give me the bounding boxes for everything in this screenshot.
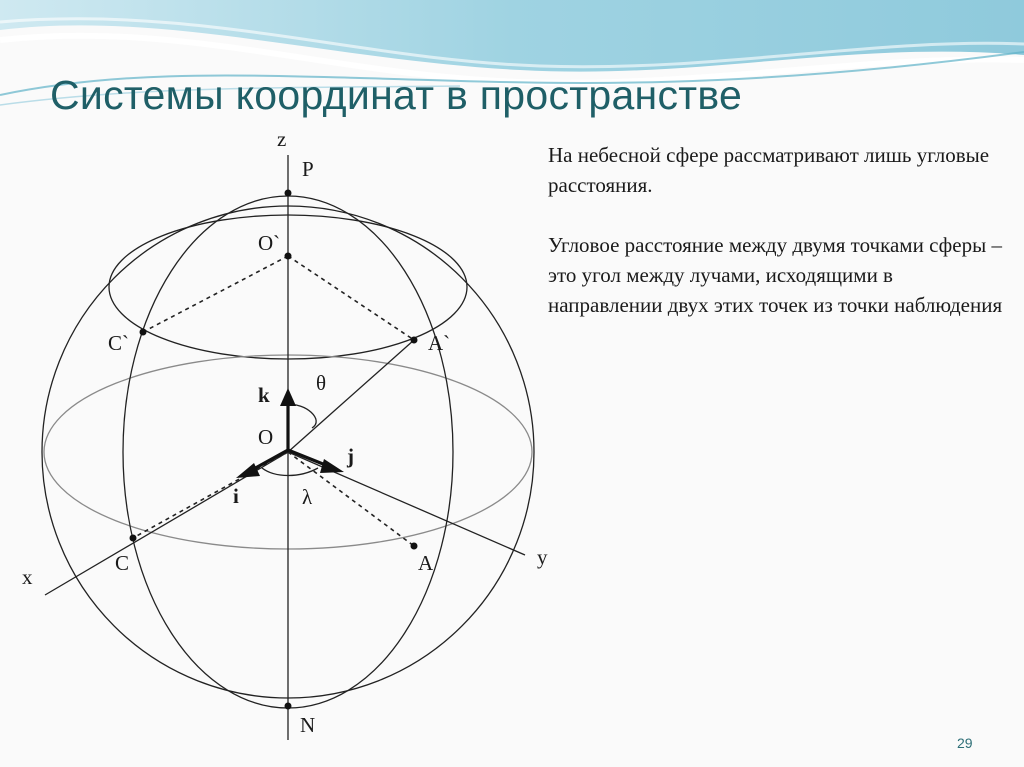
point-c-prime bbox=[140, 329, 147, 336]
description-paragraph-1: На небесной сфере рассматривают лишь угловые расстояния. bbox=[548, 143, 990, 197]
vector-j-arrowhead bbox=[320, 459, 344, 473]
dashed-o-to-c bbox=[133, 452, 288, 538]
point-o-prime bbox=[285, 253, 292, 260]
label-i: i bbox=[233, 484, 239, 508]
point-a bbox=[411, 543, 418, 550]
label-y: y bbox=[537, 545, 548, 569]
label-j: j bbox=[347, 444, 354, 468]
point-n bbox=[285, 703, 292, 710]
ray-o-to-a-prime bbox=[288, 340, 414, 452]
vector-k-arrowhead bbox=[280, 388, 296, 406]
label-o: O bbox=[258, 425, 274, 449]
label-lambda: λ bbox=[302, 485, 313, 509]
slide-number: 29 bbox=[957, 735, 973, 751]
vector-j bbox=[288, 450, 328, 466]
description-panel bbox=[548, 140, 1008, 350]
description-paragraph-2: Угловое расстояние между двумя точками сферы – это угол между лучами, исходящими в направлении двух этих точек из точки наблюдения bbox=[548, 233, 1003, 317]
theta-arc bbox=[288, 405, 316, 428]
label-c-prime: C` bbox=[108, 331, 129, 355]
slide-title: Системы координат в пространстве bbox=[50, 72, 743, 118]
label-a-prime: A` bbox=[428, 331, 451, 355]
vector-i-arrowhead bbox=[236, 463, 260, 478]
point-c bbox=[130, 535, 137, 542]
dashed-o-prime-to-a-prime bbox=[288, 256, 414, 340]
label-p: P bbox=[302, 157, 314, 181]
label-n: N bbox=[300, 713, 316, 737]
point-a-prime bbox=[411, 337, 418, 344]
dashed-o-prime-to-c-prime bbox=[143, 256, 288, 332]
label-o-prime: O` bbox=[258, 231, 281, 255]
label-c: C bbox=[115, 551, 130, 575]
label-x: x bbox=[22, 565, 33, 589]
lambda-arc bbox=[262, 468, 318, 476]
label-k: k bbox=[258, 383, 270, 407]
label-a: A bbox=[418, 551, 434, 575]
label-z: z bbox=[277, 127, 287, 151]
label-theta: θ bbox=[316, 371, 327, 395]
point-p bbox=[285, 190, 292, 197]
